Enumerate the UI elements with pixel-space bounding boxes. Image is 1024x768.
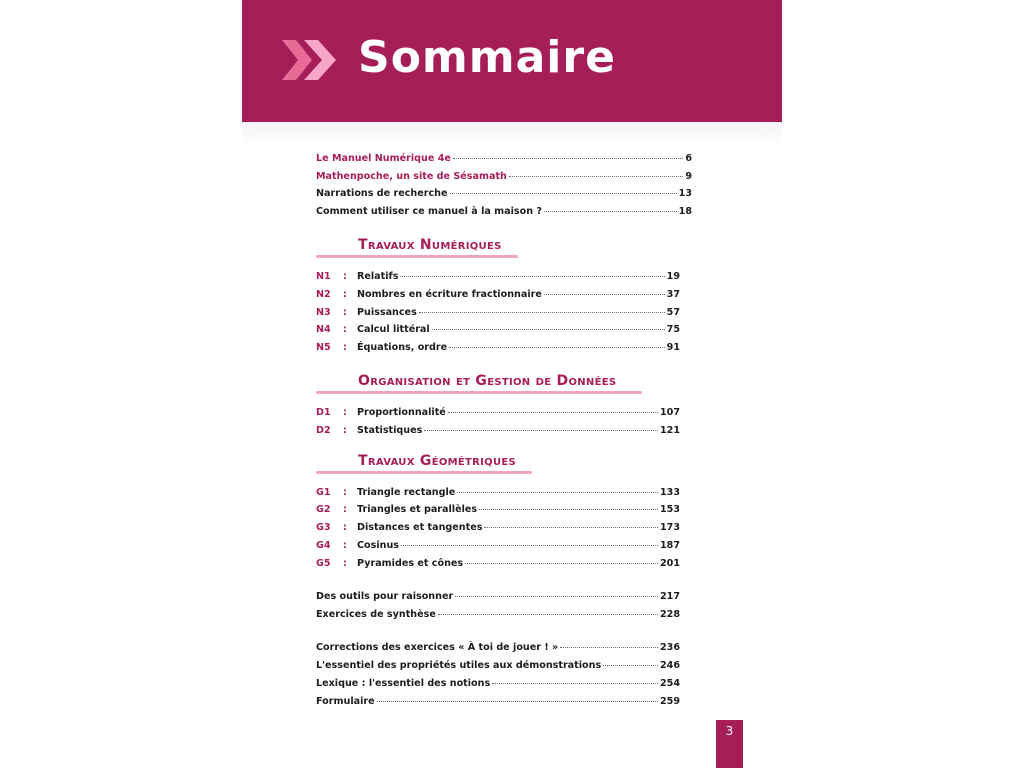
chapter-title: Nombres en écriture fractionnaire <box>357 289 542 300</box>
chapter-entry[interactable] <box>316 324 680 340</box>
section-underline <box>316 391 642 394</box>
chapter-title: Statistiques <box>357 425 423 436</box>
section-heading-donnees: Organisation et Gestion de Données <box>358 373 617 389</box>
leader-dots <box>479 509 658 510</box>
chapter-code: G5 <box>316 558 331 569</box>
chapter-title: Triangle rectangle <box>357 487 456 498</box>
chapter-page: 153 <box>659 504 680 515</box>
toc-entry[interactable] <box>316 609 680 625</box>
toc-entry-page: 228 <box>659 609 680 620</box>
chapter-entry[interactable] <box>316 558 680 574</box>
chapter-entry[interactable] <box>316 342 680 358</box>
toc-entry-label: Formulaire <box>316 696 375 707</box>
chapter-code: N2 <box>316 289 331 300</box>
chapter-code: G2 <box>316 504 331 515</box>
chapter-code: G3 <box>316 522 331 533</box>
separator: : <box>343 271 347 282</box>
leader-dots <box>419 312 665 313</box>
chapter-code: N1 <box>316 271 331 282</box>
chapter-page: 173 <box>659 522 680 533</box>
toc-entry-label: Des outils pour raisonner <box>316 591 454 602</box>
leader-dots <box>465 563 658 564</box>
leader-dots <box>432 329 665 330</box>
toc-entry-page: 217 <box>659 591 680 602</box>
chapter-page: 57 <box>666 307 680 318</box>
toc-entry-label: Mathenpoche, un site de Sésamath <box>316 171 507 182</box>
page-number-badge: 3 <box>716 720 743 768</box>
toc-entry-label: Comment utiliser ce manuel à la maison ? <box>316 206 542 217</box>
chapter-entry[interactable] <box>316 540 680 556</box>
separator: : <box>343 307 347 318</box>
separator: : <box>343 558 347 569</box>
toc-entry[interactable] <box>316 660 680 676</box>
toc-entry-label: L'essentiel des propriétés utiles aux démonstrations <box>316 660 602 671</box>
leader-dots <box>544 294 665 295</box>
chapter-code: N3 <box>316 307 331 318</box>
toc-entry-page: 259 <box>659 696 680 707</box>
chapter-page: 19 <box>666 271 680 282</box>
toc-entry-page: 9 <box>685 171 692 182</box>
separator: : <box>343 425 347 436</box>
chapter-entry[interactable] <box>316 407 680 423</box>
leader-dots <box>449 347 664 348</box>
separator: : <box>343 289 347 300</box>
chapter-title: Cosinus <box>357 540 400 551</box>
toc-entry-page: 18 <box>678 206 692 217</box>
chapter-title: Pyramides et cônes <box>357 558 464 569</box>
chapter-entry[interactable] <box>316 487 680 503</box>
toc-entry[interactable] <box>316 642 680 658</box>
separator: : <box>343 540 347 551</box>
leader-dots <box>484 527 658 528</box>
toc-entry-label: Le Manuel Numérique 4e <box>316 153 451 164</box>
leader-dots <box>450 193 677 194</box>
toc-entry-page: 254 <box>659 678 680 689</box>
toc-entry[interactable] <box>316 678 680 694</box>
chapter-code: D2 <box>316 425 331 436</box>
chapter-page: 187 <box>659 540 680 551</box>
leader-dots <box>453 158 683 159</box>
separator: : <box>343 342 347 353</box>
leader-dots <box>603 665 658 666</box>
chapter-entry[interactable] <box>316 289 680 305</box>
chapter-title: Triangles et parallèles <box>357 504 478 515</box>
leader-dots <box>400 276 664 277</box>
chapter-title: Proportionnalité <box>357 407 446 418</box>
chapter-code: G4 <box>316 540 331 551</box>
toc-entry[interactable] <box>316 188 692 204</box>
leader-dots <box>544 211 677 212</box>
page-title: Sommaire <box>358 32 616 83</box>
chapter-title: Puissances <box>357 307 417 318</box>
leader-dots <box>448 412 658 413</box>
leader-dots <box>492 683 658 684</box>
toc-entry-page: 246 <box>659 660 680 671</box>
toc-entry[interactable] <box>316 171 692 187</box>
chapter-page: 201 <box>659 558 680 569</box>
separator: : <box>343 504 347 515</box>
chapter-code: N4 <box>316 324 331 335</box>
leader-dots <box>401 545 658 546</box>
chapter-entry[interactable] <box>316 522 680 538</box>
section-heading-numeriques: Travaux Numériques <box>358 237 502 253</box>
separator: : <box>343 487 347 498</box>
chapter-title: Équations, ordre <box>357 342 448 353</box>
toc-entry-page: 13 <box>678 188 692 199</box>
document-page <box>242 0 782 768</box>
toc-entry-label: Exercices de synthèse <box>316 609 436 620</box>
chapter-page: 37 <box>666 289 680 300</box>
separator: : <box>343 324 347 335</box>
chapter-title: Distances et tangentes <box>357 522 483 533</box>
section-heading-geometriques: Travaux Géométriques <box>358 453 517 469</box>
chapter-entry[interactable] <box>316 504 680 520</box>
section-underline <box>316 255 518 258</box>
toc-entry[interactable] <box>316 696 680 712</box>
chapter-page: 91 <box>666 342 680 353</box>
chapter-page: 133 <box>659 487 680 498</box>
section-underline <box>316 471 532 474</box>
chapter-entry[interactable] <box>316 425 680 441</box>
toc-entry[interactable] <box>316 206 692 222</box>
chapter-page: 107 <box>659 407 680 418</box>
toc-entry-page: 236 <box>659 642 680 653</box>
leader-dots <box>455 596 658 597</box>
toc-entry-label: Lexique : l'essentiel des notions <box>316 678 491 689</box>
chapter-entry[interactable] <box>316 307 680 323</box>
toc-entry-label: Narrations de recherche <box>316 188 448 199</box>
separator: : <box>343 407 347 418</box>
chapter-code: N5 <box>316 342 331 353</box>
chapter-code: G1 <box>316 487 331 498</box>
toc-entry[interactable] <box>316 153 692 169</box>
chapter-title: Calcul littéral <box>357 324 430 335</box>
chevron-right-icon <box>282 40 340 80</box>
chapter-title: Relatifs <box>357 271 399 282</box>
leader-dots <box>438 614 658 615</box>
chapter-code: D1 <box>316 407 331 418</box>
header-banner <box>242 0 782 122</box>
toc-entry-label: Corrections des exercices « À toi de jouer ! » <box>316 642 559 653</box>
leader-dots <box>457 492 658 493</box>
leader-dots <box>560 647 658 648</box>
leader-dots <box>509 176 683 177</box>
leader-dots <box>424 430 658 431</box>
separator: : <box>343 522 347 533</box>
header-shadow <box>242 122 782 148</box>
chapter-page: 121 <box>659 425 680 436</box>
toc-entry-page: 6 <box>685 153 692 164</box>
chapter-entry[interactable] <box>316 271 680 287</box>
leader-dots <box>377 701 658 702</box>
chapter-page: 75 <box>666 324 680 335</box>
toc-entry[interactable] <box>316 591 680 607</box>
